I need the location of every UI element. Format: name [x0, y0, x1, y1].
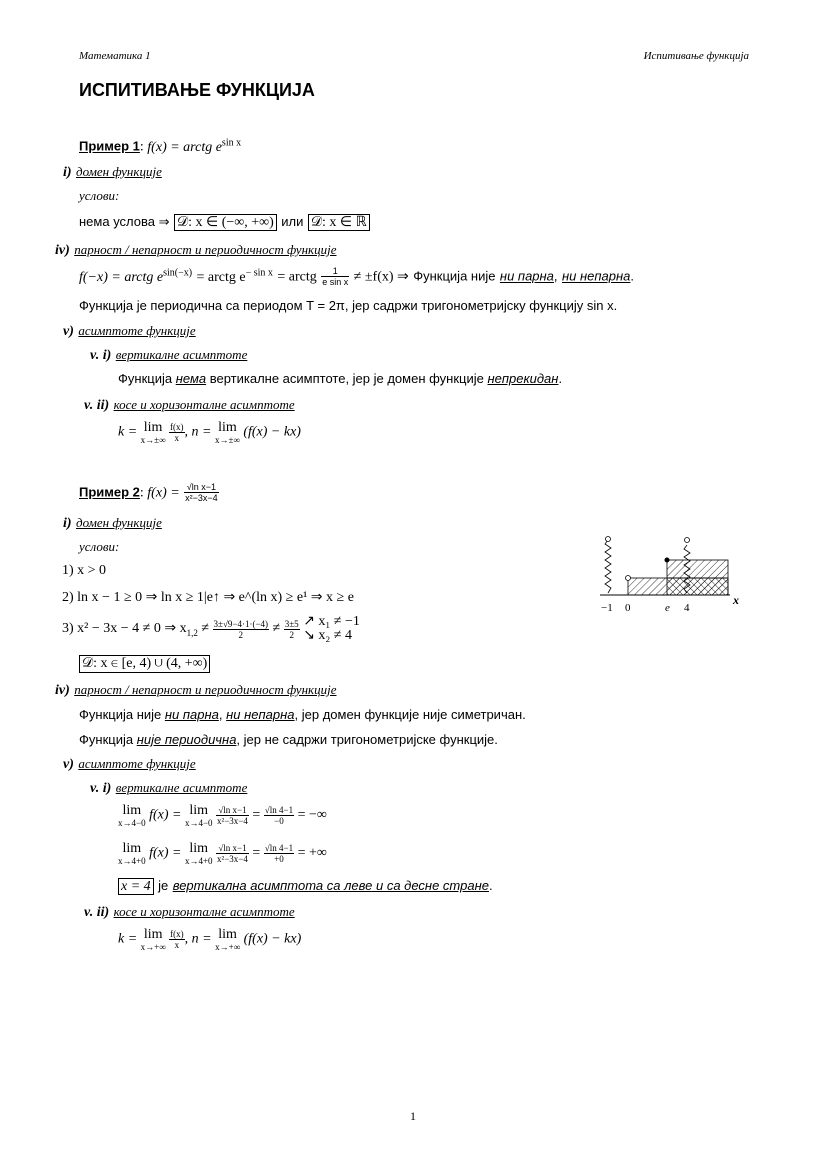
fraction [169, 422, 185, 443]
vertical-asymptote-conclusion: x = 4 је вертикална асимптота са леве и са десне стране. [118, 877, 493, 895]
numerator: 3±√9−4·1·(−4) [213, 618, 269, 629]
subsection-vii [84, 903, 295, 921]
section-i [63, 163, 162, 181]
lim-text: lim [143, 927, 163, 942]
formula-part: f(x) = [149, 807, 182, 823]
section-v [63, 755, 196, 773]
denominator: x²−3x−4 [185, 493, 218, 503]
text: Функција [118, 371, 173, 386]
section-number: v. ii) [84, 398, 110, 413]
axis-label: x [733, 593, 739, 607]
example-2-heading: Пример 2: f(x) = $\frac{\text{√ln x−1}}{\text{x²−3x−4}}$ [79, 482, 218, 503]
lim-text: lim [218, 927, 237, 942]
right-limit-formula: lim x→4+0 f(x) = lim x→4+0 $\frac{\text{√ln x−1}}{\text{x²−3x−4}}$ = $\frac{√\ln 4-1}{+0}$ = +∞ [118, 841, 327, 866]
numerator: f(x) [170, 929, 184, 939]
roots [303, 615, 360, 643]
section-title: косе и хоризонталне асимптоте [113, 397, 295, 412]
denominator: +0 [274, 854, 284, 864]
section-number: v. i) [90, 348, 112, 363]
not-periodic-text: није периодична [136, 732, 237, 747]
section-title: косе и хоризонталне асимптоте [113, 904, 295, 919]
excluded-minus-1 [605, 540, 611, 593]
lim-sub: x→+∞ [215, 942, 241, 952]
section-title: домен функције [76, 515, 162, 530]
subsection-vii [84, 396, 295, 414]
header-left: Математика 1 [79, 50, 151, 62]
fraction [216, 843, 249, 864]
numerator: 1 [321, 266, 349, 277]
domain-box: 𝒟: x ∈ [e, 4) ∪ (4, +∞) [79, 655, 210, 673]
not-even-text: ни парна [499, 268, 554, 284]
region-x-ge-e [667, 560, 728, 578]
subsection-vi [90, 779, 247, 797]
not-even-text: ни парна [164, 707, 219, 722]
denominator: x²−3x−4 [217, 854, 248, 864]
lim-sub: x→+∞ [140, 942, 166, 952]
section-number: v) [63, 324, 74, 339]
numerator: √ln x−1 [184, 482, 219, 493]
lim-sub: x→±∞ [214, 435, 240, 445]
open-point [685, 538, 690, 543]
numerator: √ln 4−1 [264, 843, 294, 853]
parity-text: Функција није [413, 268, 496, 284]
expr: ≠ [272, 621, 281, 637]
denominator: 2 [289, 629, 294, 640]
section-number: iv) [55, 243, 70, 258]
slant-asymptote-formula [118, 422, 301, 446]
lim-text: lim [189, 841, 209, 856]
function-def: f(x) = arctg e [147, 139, 222, 155]
result: = +∞ [297, 845, 327, 861]
limit [141, 929, 166, 953]
asymptote-box: x = 4 [118, 878, 154, 895]
open-point [626, 576, 631, 581]
function-exponent: sin x [221, 137, 242, 148]
region-intersection [667, 578, 728, 595]
tick-label: 4 [684, 602, 690, 614]
section-title: асимптоте функције [78, 323, 196, 338]
numerator: √ln x−1 [216, 805, 249, 816]
left-limit-formula: lim x→4−0 f(x) = lim x→4−0 $\frac{\text{√ln x−1}}{\text{x²−3x−4}}$ = $\frac{√\ln 4-1}{-0}$ = −∞ [118, 803, 327, 828]
emphasis: непрекидан [487, 371, 559, 386]
example-label: Пример 1 [79, 138, 140, 154]
periodic-text [79, 732, 498, 747]
section-title: парност / непарност и периодичност функције [74, 242, 337, 257]
section-number: v. ii) [84, 905, 110, 920]
fraction [213, 619, 270, 640]
lim-sub: x→4−0 [118, 818, 146, 828]
domain-box: 𝒟: x ∈ ℝ [308, 214, 370, 231]
formula-part: (f(x) − kx) [243, 424, 301, 440]
formula-part: (f(x) − kx) [243, 931, 302, 947]
limit [185, 843, 213, 867]
expr: ≠ [201, 621, 210, 637]
numerator: 3±5 [284, 618, 299, 629]
text: , јер домен функције није симетричан. [294, 707, 526, 722]
fraction [284, 619, 300, 640]
text: вертикалне асимптоте, јер је домен функције [209, 371, 484, 386]
formula-part: k = [118, 424, 138, 440]
fraction [264, 805, 294, 826]
limit [141, 422, 166, 446]
parity-expr: = arctg e [196, 269, 246, 285]
conditions-label: услови: [79, 539, 120, 554]
condition-2: 2) ln x − 1 ≥ 0 ⇒ ln x ≥ 1|e↑ ⇒ e^(ln x) ≥ e¹ ⇒ x ≥ e [62, 590, 354, 605]
section-iv [55, 681, 336, 699]
section-title: домен функције [76, 164, 162, 179]
exponent: − sin x [245, 267, 273, 279]
section-title: вертикалне асимптоте [115, 347, 248, 362]
formula-part: , n = [184, 931, 212, 947]
numerator: √ln 4−1 [264, 805, 294, 815]
root-1: ↗ x₁ ≠ −1 [303, 614, 360, 629]
or-text: или [281, 214, 304, 229]
limit [118, 805, 146, 829]
lim-text: lim [122, 841, 142, 856]
parity-line: f(−x) = arctg $e^{sin(-x)}$ = arctg $e^{- sin x}$ = arctg $\frac{1}{\text{e sin x}}$ ≠ ±f(x) ⇒ Функција није ни парна, ни непарна. [79, 266, 635, 287]
tick-label: 0 [625, 602, 631, 614]
periodic-text: Функција је периодична са периодом T = 2π, јер садржи тригонометријску функцију sin x. [79, 298, 618, 313]
exponent: sin(−x) [163, 267, 193, 279]
emphasis: вертикална асимптота са леве и са десне стране [172, 878, 489, 893]
denominator: 2 [238, 629, 244, 640]
limit [185, 805, 213, 829]
text: Функција није [79, 707, 162, 722]
section-number: i) [63, 516, 72, 531]
formula-part: f(x) = [149, 845, 182, 861]
limit [215, 929, 240, 953]
formula-part: , n = [184, 424, 212, 440]
lim-text: lim [143, 420, 163, 435]
limit [118, 843, 146, 867]
section-title: асимптоте функције [78, 756, 196, 771]
tick-label: −1 [601, 602, 613, 614]
fraction [184, 482, 219, 503]
parity-expr: f(−x) = arctg e [79, 269, 164, 285]
domain-number-line [595, 535, 745, 615]
vertical-asymptote-text: Функција нема вертикалне асимптоте, јер је домен функције непрекидан. [118, 371, 563, 386]
subscript: 1,2 [186, 628, 198, 639]
lim-text: lim [218, 420, 237, 435]
lim-text: lim [122, 803, 142, 818]
section-number: i) [63, 165, 72, 180]
section-number: iv) [55, 683, 70, 698]
lim-sub: x→4+0 [184, 856, 213, 866]
lim-text: lim [189, 803, 209, 818]
section-number: v) [63, 757, 74, 772]
root-2: ↘ x₂ ≠ 4 [303, 628, 352, 643]
function-def: f(x) = [147, 485, 180, 501]
domain-box: 𝒟: x ∈ (−∞, +∞) [174, 214, 277, 231]
section-title: вертикалне асимптоте [115, 780, 248, 795]
tick-label: e [665, 602, 670, 614]
section-number: v. i) [90, 781, 112, 796]
lim-sub: x→4+0 [118, 856, 146, 866]
no-conditions-text: нема услова ⇒ [79, 214, 170, 229]
header-right: Испитивање функција [643, 50, 749, 62]
formula-part: k = [118, 931, 138, 947]
limit [215, 422, 240, 446]
text: је [158, 878, 169, 893]
not-odd-text: ни непарна [226, 707, 295, 722]
section-title: парност / непарност и периодичност функције [74, 682, 337, 697]
page-number: 1 [410, 1109, 416, 1123]
fraction [216, 805, 249, 826]
page-title: ИСПИТИВАЊЕ ФУНКЦИЈА [79, 80, 315, 100]
denominator: −0 [274, 816, 284, 826]
fraction [169, 929, 185, 950]
denominator: e sin x [322, 277, 349, 287]
section-i [63, 514, 162, 532]
text: , јер не садржи тригонометријске функције. [236, 732, 498, 747]
parity-text: Функција није ни парна, ни непарна, јер домен функције није симетричан. [79, 707, 526, 722]
subsection-vi [90, 346, 247, 364]
conditions-label: услови: [79, 188, 120, 203]
lim-sub: x→4−0 [184, 818, 213, 828]
open-point [606, 537, 611, 542]
example-1-heading: Пример 1: f(x) = arctg $e^{sin x}$ [79, 137, 242, 155]
parity-expr: ≠ ±f(x) ⇒ [353, 269, 409, 285]
emphasis: нема [175, 371, 207, 386]
slant-asymptote-formula [118, 929, 301, 953]
example-label: Пример 2 [79, 484, 140, 500]
denominator: x [174, 940, 180, 950]
denominator: x²−3x−4 [217, 816, 248, 826]
closed-point [665, 558, 670, 563]
denominator: x [174, 433, 180, 443]
section-v [63, 322, 196, 340]
result: = −∞ [297, 807, 327, 823]
numerator: f(x) [170, 422, 184, 432]
condition-1: 1) x > 0 [62, 563, 107, 578]
fraction [264, 843, 294, 864]
not-odd-text: ни непарна [562, 268, 631, 284]
fraction [321, 266, 349, 287]
lim-sub: x→±∞ [140, 435, 166, 445]
parity-expr: = arctg [277, 269, 317, 285]
text: Функција [79, 732, 134, 747]
domain-line [79, 213, 370, 231]
section-iv [55, 241, 336, 259]
condition-3 [62, 615, 360, 643]
numerator: √ln x−1 [216, 843, 249, 854]
expr: 3) x² − 3x − 4 ≠ 0 ⇒ x [62, 621, 187, 637]
